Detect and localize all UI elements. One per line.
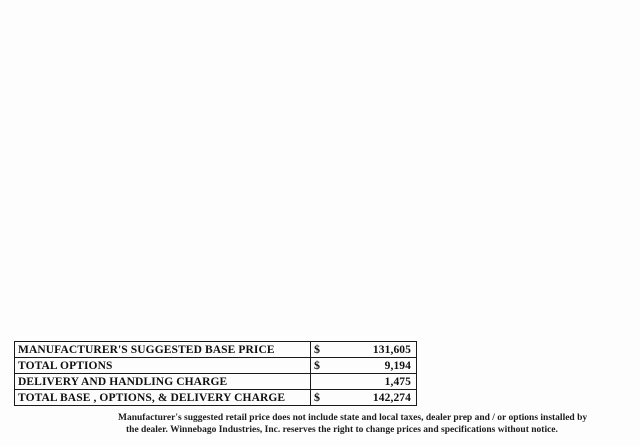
price-disclaimer — [118, 412, 632, 436]
amount-value-total-charge: 142,274 — [372, 391, 411, 404]
table-row — [15, 342, 417, 358]
amount-cell-total-charge — [311, 390, 417, 406]
row-label-delivery-charge: DELIVERY AND HANDLING CHARGE — [15, 374, 311, 390]
table-row — [15, 374, 417, 390]
currency-symbol: $ — [314, 390, 321, 404]
row-label-base-price: MANUFACTURER'S SUGGESTED BASE PRICE — [15, 342, 311, 358]
amount-cell-total-options — [311, 358, 417, 374]
row-label-total-charge: TOTAL BASE , OPTIONS, & DELIVERY CHARGE — [15, 390, 311, 406]
amount-value-delivery-charge: 1,475 — [384, 375, 411, 388]
table-row — [15, 358, 417, 374]
currency-symbol: $ — [314, 342, 321, 356]
amount-cell-delivery-charge — [311, 374, 417, 390]
amount-value-total-options: 9,194 — [384, 359, 411, 372]
price-summary-table — [14, 341, 417, 406]
row-label-total-options: TOTAL OPTIONS — [15, 358, 311, 374]
table-row — [15, 390, 417, 406]
disclaimer-line-2: the dealer. Winnebago Industries, Inc. reserves the right to change prices and specifications without notice. — [126, 425, 558, 435]
amount-cell-base-price — [311, 342, 417, 358]
amount-value-base-price: 131,605 — [372, 343, 411, 356]
disclaimer-line-1: Manufacturer's suggested retail price does not include state and local taxes, dealer prep and / or options installed by — [118, 413, 588, 423]
currency-symbol: $ — [314, 358, 321, 372]
